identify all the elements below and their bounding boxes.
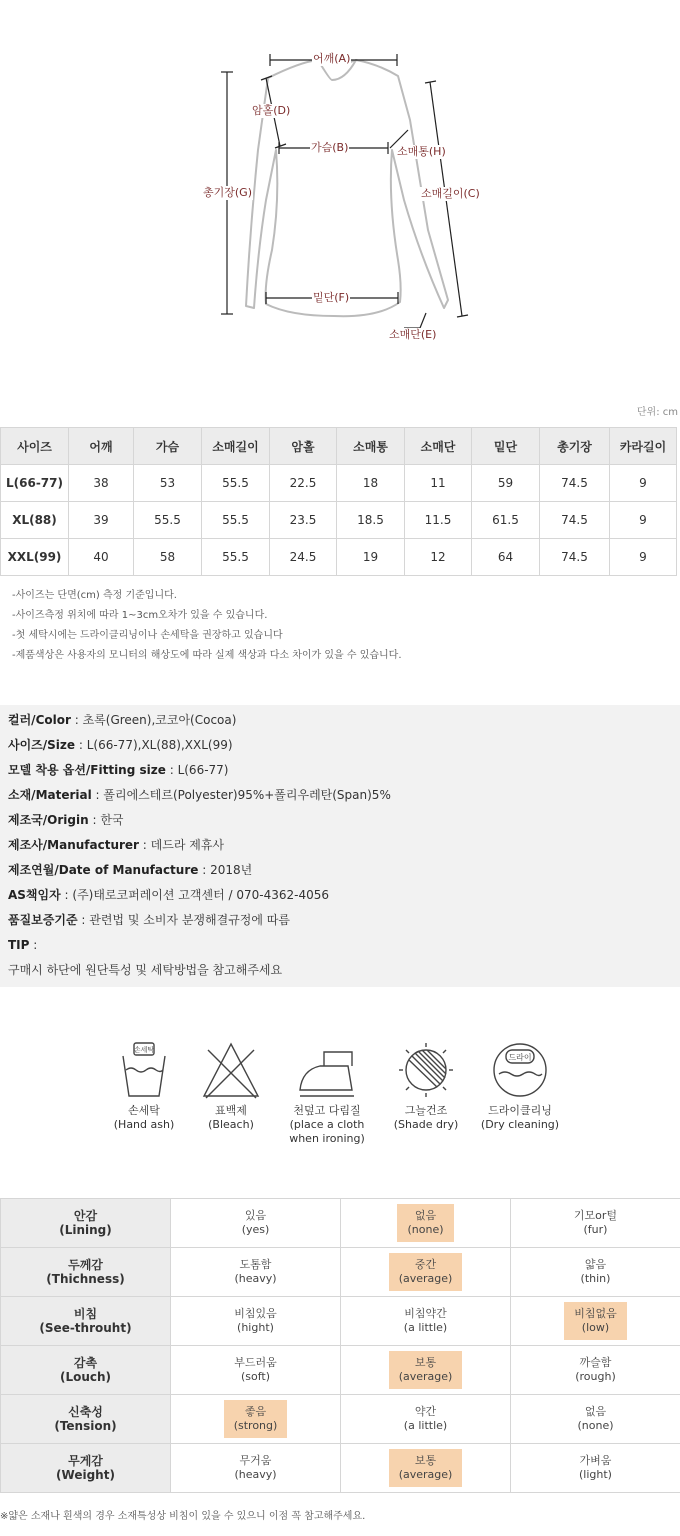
unit-label: 단위: cm (636, 407, 678, 418)
fabric-option-box (564, 1204, 627, 1242)
fabric-option-box (394, 1400, 457, 1438)
label-total-length: 총기장(G) (203, 186, 252, 199)
value-cell: 23.5 (270, 502, 337, 539)
fabric-row (1, 1395, 680, 1444)
fabric-option-selected (397, 1204, 453, 1242)
fabric-option-sub: (none) (407, 1223, 444, 1236)
fabric-option (171, 1248, 341, 1297)
fabric-option (341, 1199, 511, 1248)
fabric-option-label: 기모or털 (573, 1209, 618, 1222)
size-cell: L(66-77) (1, 465, 69, 502)
size-diagram (0, 0, 680, 400)
care-sub: when ironing) (289, 1132, 365, 1145)
spec-row-fitting (8, 758, 672, 783)
fabric-option-label: 비침약간 (404, 1307, 447, 1320)
fabric-option-selected (389, 1449, 463, 1487)
fabric-option (341, 1248, 511, 1297)
value-cell: 40 (69, 539, 134, 576)
fabric-attribute-sub: (Weight) (56, 1468, 115, 1482)
fabric-attribute-sub: (See-throuht) (39, 1321, 132, 1335)
fabric-row (1, 1248, 680, 1297)
value-cell: 9 (610, 539, 677, 576)
header-cell: 카라길이 (610, 428, 677, 465)
dry-clean-icon (489, 1040, 551, 1100)
fabric-option-label: 있음 (244, 1209, 267, 1222)
care-sub: (place a cloth (289, 1118, 365, 1131)
fabric-option (171, 1395, 341, 1444)
fabric-option-sub: (a little) (403, 1321, 448, 1334)
fabric-attribute-sub: (Lining) (59, 1223, 112, 1237)
fabric-attribute-title: 신축성 (68, 1405, 103, 1419)
fabric-option-box (232, 1204, 280, 1242)
value-cell: 64 (472, 539, 540, 576)
spec-row-material (8, 783, 672, 808)
hand-wash-icon (113, 1040, 175, 1100)
fabric-option (171, 1346, 341, 1395)
value-cell: 24.5 (270, 539, 337, 576)
spec-key: TIP (8, 938, 30, 952)
fabric-option-sub: (fur) (583, 1223, 608, 1236)
fabric-attribute (1, 1444, 171, 1493)
fabric-attribute (1, 1395, 171, 1444)
value-cell: 11 (405, 465, 472, 502)
fabric-option-label: 좋음 (244, 1405, 267, 1418)
fabric-option-selected (224, 1400, 288, 1438)
care-title: 표백제 (215, 1104, 247, 1117)
fabric-option-sub: (rough) (575, 1370, 616, 1383)
value-cell: 74.5 (540, 539, 610, 576)
note-line: -첫 세탁시에는 드라이클리닝이나 손세탁을 권장하고 있습니다 (12, 630, 283, 641)
label-armhole: 암홀(D) (252, 104, 291, 117)
care-sub: (Dry cleaning) (480, 1118, 560, 1131)
spec-value: : 폴리에스테르(Polyester)95%+폴리우레탄(Span)5% (91, 788, 391, 802)
value-cell: 59 (472, 465, 540, 502)
fabric-option-label: 무거움 (239, 1454, 272, 1467)
fabric-attribute-sub: (Louch) (59, 1370, 112, 1384)
value-cell: 12 (405, 539, 472, 576)
header-cell: 밑단 (472, 428, 540, 465)
spec-value: : (29, 938, 38, 952)
table-row (1, 539, 677, 576)
value-cell: 39 (69, 502, 134, 539)
care-bleach (186, 1040, 276, 1132)
spec-row-quality (8, 908, 672, 933)
fabric-option (511, 1395, 680, 1444)
spec-key: 모델 착용 옵션/Fitting size (8, 763, 166, 777)
value-cell: 9 (610, 465, 677, 502)
header-cell: 소매통 (337, 428, 405, 465)
care-label (186, 1104, 276, 1132)
fabric-option-sub: (average) (398, 1272, 453, 1285)
spec-value: : 한국 (88, 813, 124, 827)
fabric-row (1, 1199, 680, 1248)
fabric-option (171, 1444, 341, 1493)
care-label (99, 1104, 189, 1132)
care-title: 천덮고 다림질 (293, 1104, 361, 1117)
fabric-option-box (571, 1253, 621, 1291)
spec-key: 소재/Material (8, 788, 92, 802)
fabric-row (1, 1444, 680, 1493)
fabric-option-sub: (heavy) (234, 1272, 277, 1285)
dry-clean-badge: 드라이 (508, 1053, 532, 1062)
fabric-option-label: 가벼움 (579, 1454, 612, 1467)
spec-value: : (주)태로코퍼레이션 고객센터 / 070-4362-4056 (60, 888, 329, 902)
no-bleach-icon (200, 1040, 262, 1100)
header-cell: 암홀 (270, 428, 337, 465)
fabric-option (341, 1346, 511, 1395)
spec-key: 제조사/Manufacturer (8, 838, 139, 852)
spec-key: 품질보증기준 (8, 913, 78, 927)
note-line: -제품색상은 사용자의 모니터의 해상도에 따라 실제 색상과 다소 차이가 있을 수 있습니다. (12, 650, 402, 661)
fabric-option (341, 1444, 511, 1493)
care-title: 손세탁 (128, 1104, 160, 1117)
note-line: -사이즈측정 위치에 따라 1~3cm오차가 있을 수 있습니다. (12, 610, 268, 621)
care-label (282, 1104, 372, 1146)
fabric-option-label: 중간 (414, 1258, 437, 1271)
footnote: ※얇은 소재나 흰색의 경우 소재특성상 비침이 있을 수 있으니 이점 꼭 참고해주세요. (0, 1511, 366, 1522)
spec-key: 제조국/Origin (8, 813, 89, 827)
fabric-attribute (1, 1297, 171, 1346)
header-cell: 가슴 (134, 428, 202, 465)
spec-value: : 관련법 및 소비자 분쟁해결규정에 따름 (77, 913, 290, 927)
fabric-option-box (569, 1449, 622, 1487)
care-title: 드라이클리닝 (488, 1104, 552, 1117)
fabric-option (511, 1346, 680, 1395)
value-cell: 55.5 (202, 539, 270, 576)
fabric-option-sub: (hight) (237, 1321, 274, 1334)
fabric-attribute-sub: (Tension) (54, 1419, 117, 1433)
fabric-option-label: 까슬함 (579, 1356, 612, 1369)
value-cell: 58 (134, 539, 202, 576)
fabric-attribute-title: 안감 (73, 1209, 98, 1223)
fabric-option-sub: (thin) (580, 1272, 611, 1285)
spec-value: 구매시 하단에 원단특성 및 세탁방법을 참고해주세요 (8, 963, 283, 977)
hand-wash-badge: 손세탁 (133, 1046, 155, 1054)
fabric-option-sub: (average) (398, 1370, 453, 1383)
iron-icon (296, 1040, 358, 1100)
fabric-option (511, 1297, 680, 1346)
value-cell: 18 (337, 465, 405, 502)
label-cuff: 소매단(E) (389, 328, 437, 341)
fabric-option-box (224, 1449, 286, 1487)
care-sub: (Shade dry) (393, 1118, 459, 1131)
size-cell: XL(88) (1, 502, 69, 539)
fabric-attribute-title: 비침 (73, 1307, 98, 1321)
value-cell: 74.5 (540, 502, 610, 539)
value-cell: 55.5 (202, 502, 270, 539)
fabric-option-sub: (average) (398, 1468, 453, 1481)
fabric-option-sub: (yes) (241, 1223, 270, 1236)
fabric-option (511, 1248, 680, 1297)
fabric-option-selected (564, 1302, 627, 1340)
size-table-header (1, 428, 677, 465)
care-dry-clean (475, 1040, 565, 1132)
fabric-option-box (224, 1253, 286, 1291)
value-cell: 18.5 (337, 502, 405, 539)
size-cell: XXL(99) (1, 539, 69, 576)
fabric-option (171, 1199, 341, 1248)
fabric-option-label: 없음 (584, 1405, 607, 1418)
value-cell: 38 (69, 465, 134, 502)
fabric-option-label: 비침없음 (574, 1307, 617, 1320)
fabric-row (1, 1297, 680, 1346)
value-cell: 61.5 (472, 502, 540, 539)
label-hem: 밑단(F) (313, 291, 350, 304)
fabric-attribute-sub: (Thichness) (46, 1272, 125, 1286)
fabric-option (341, 1395, 511, 1444)
size-notes (12, 586, 402, 666)
spec-value: : 데드라 제휴사 (138, 838, 225, 852)
fabric-option-sub: (none) (577, 1419, 614, 1432)
spec-key: 컬러/Color (8, 713, 71, 727)
fabric-option-box (224, 1351, 287, 1389)
value-cell: 9 (610, 502, 677, 539)
spec-key: AS책임자 (8, 888, 61, 902)
care-sub: (Bleach) (208, 1118, 254, 1131)
care-iron (282, 1040, 372, 1146)
fabric-option (511, 1444, 680, 1493)
spec-row-size (8, 733, 672, 758)
fabric-option-sub: (heavy) (234, 1468, 277, 1481)
header-cell: 어깨 (69, 428, 134, 465)
care-label (475, 1104, 565, 1132)
care-shade-dry (381, 1040, 471, 1132)
spec-row-as (8, 883, 672, 908)
spec-row-origin (8, 808, 672, 833)
fabric-option-box (565, 1351, 626, 1389)
fabric-option-label: 도톰함 (239, 1258, 272, 1271)
label-sleeve-length: 소매길이(C) (421, 187, 480, 200)
fabric-attribute-title: 두께감 (68, 1258, 103, 1272)
fabric-option (171, 1297, 341, 1346)
spec-row-tip-text (8, 958, 672, 983)
table-row (1, 502, 677, 539)
value-cell: 55.5 (134, 502, 202, 539)
fabric-option-selected (389, 1351, 463, 1389)
fabric-option-box (224, 1302, 287, 1340)
spec-row-date (8, 858, 672, 883)
spec-value: : 초록(Green),코코아(Cocoa) (70, 713, 237, 727)
value-cell: 11.5 (405, 502, 472, 539)
label-sleeve-width: 소매통(H) (397, 145, 446, 158)
care-sub: (Hand ash) (113, 1118, 175, 1131)
fabric-attribute (1, 1199, 171, 1248)
value-cell: 19 (337, 539, 405, 576)
shade-dry-icon (395, 1040, 457, 1100)
note-line: -사이즈는 단면(cm) 측정 기준입니다. (12, 590, 177, 601)
fabric-option-sub: (a little) (403, 1419, 448, 1432)
fabric-option (341, 1297, 511, 1346)
header-cell: 사이즈 (1, 428, 69, 465)
label-chest: 가슴(B) (311, 141, 349, 154)
fabric-attribute-title: 감촉 (73, 1356, 98, 1370)
spec-row-manufacturer (8, 833, 672, 858)
fabric-option-sub: (strong) (233, 1419, 278, 1432)
fabric-option-box (394, 1302, 457, 1340)
value-cell: 22.5 (270, 465, 337, 502)
care-hand-wash (99, 1040, 189, 1132)
value-cell: 55.5 (202, 465, 270, 502)
fabric-attribute (1, 1248, 171, 1297)
header-cell: 소매단 (405, 428, 472, 465)
fabric-option-box (567, 1400, 623, 1438)
value-cell: 74.5 (540, 465, 610, 502)
fabric-option-sub: (soft) (240, 1370, 271, 1383)
table-row (1, 465, 677, 502)
fabric-option-label: 없음 (414, 1209, 437, 1222)
fabric-option (511, 1199, 680, 1248)
spec-key: 제조연월/Date of Manufacture (8, 863, 199, 877)
fabric-option-label: 얇음 (584, 1258, 607, 1271)
spec-key: 사이즈/Size (8, 738, 76, 752)
fabric-option-label: 비침있음 (234, 1307, 277, 1320)
fabric-option-label: 보통 (414, 1356, 437, 1369)
fabric-attribute-title: 무게감 (68, 1454, 103, 1468)
fabric-option-sub: (light) (579, 1468, 612, 1481)
fabric-option-label: 약간 (414, 1405, 437, 1418)
spec-value: : L(66-77) (165, 763, 229, 777)
fabric-option-selected (389, 1253, 463, 1291)
label-shoulder: 어깨(A) (313, 52, 351, 65)
header-cell: 총기장 (540, 428, 610, 465)
header-cell: 소매길이 (202, 428, 270, 465)
spec-row-color (8, 708, 672, 733)
size-table (0, 427, 677, 576)
fabric-option-label: 보통 (414, 1454, 437, 1467)
spec-value: : 2018년 (198, 863, 253, 877)
product-spec (0, 705, 680, 987)
spec-value: : L(66-77),XL(88),XXL(99) (75, 738, 233, 752)
spec-row-tip (8, 933, 672, 958)
fabric-attribute (1, 1346, 171, 1395)
fabric-table (0, 1198, 680, 1493)
fabric-option-label: 부드러움 (234, 1356, 277, 1369)
care-label (381, 1104, 471, 1132)
fabric-row (1, 1346, 680, 1395)
value-cell: 53 (134, 465, 202, 502)
care-title: 그늘건조 (404, 1104, 448, 1117)
fabric-option-sub: (low) (581, 1321, 610, 1334)
